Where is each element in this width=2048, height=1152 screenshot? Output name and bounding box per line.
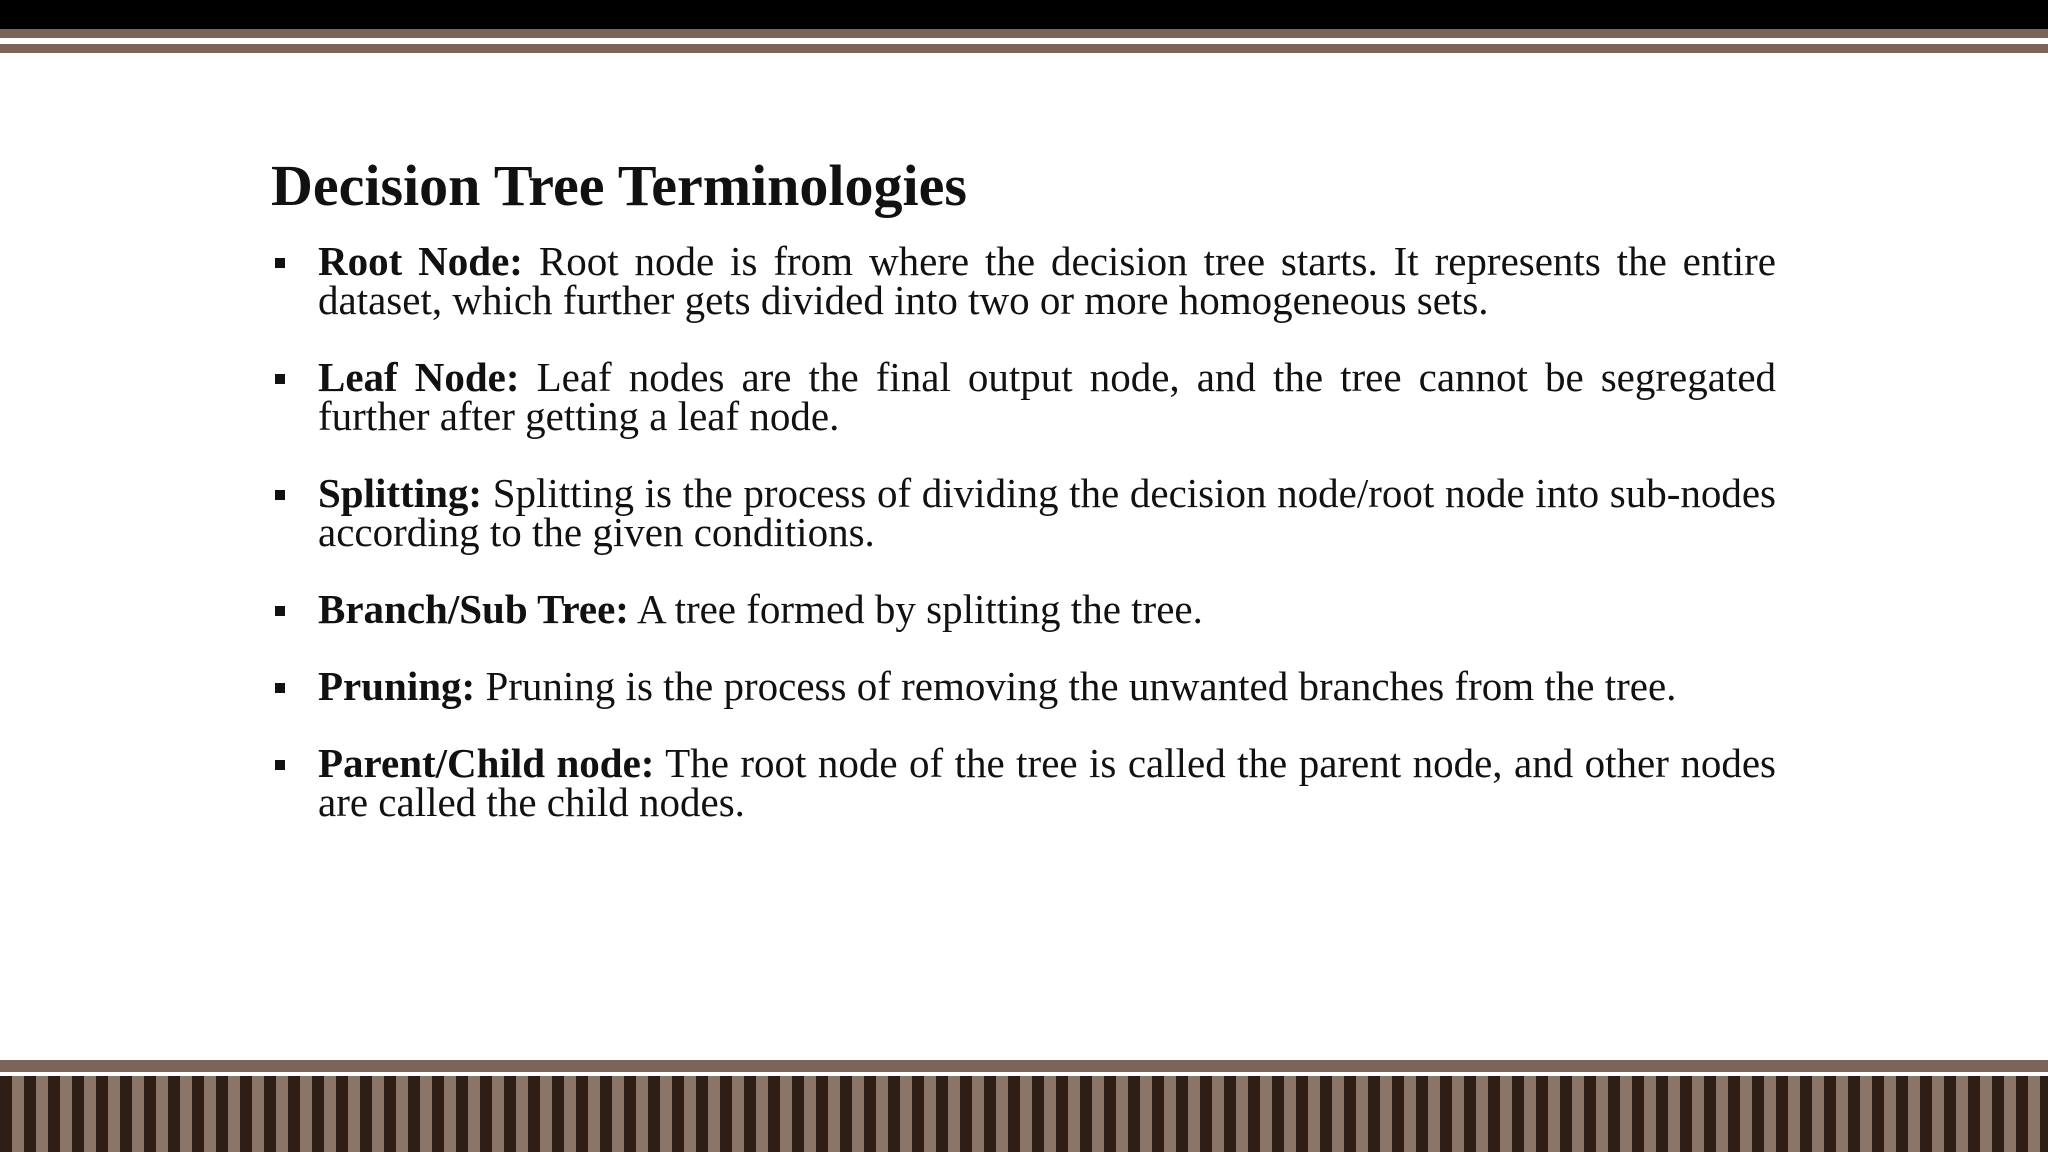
square-bullet-icon <box>275 258 285 268</box>
top-rule-upper <box>0 29 2048 38</box>
term-label: Branch/Sub Tree: <box>318 586 629 632</box>
term-label: Splitting: <box>318 470 483 516</box>
list-item <box>271 470 1776 555</box>
top-rule-lower <box>0 44 2048 53</box>
term-label: Pruning: <box>318 663 476 709</box>
square-bullet-icon <box>275 374 285 384</box>
square-bullet-icon <box>275 760 285 770</box>
list-item <box>271 586 1776 632</box>
term-label: Leaf Node: <box>318 354 520 400</box>
square-bullet-icon <box>275 606 285 616</box>
terminology-list <box>271 238 1777 860</box>
list-item <box>271 740 1776 825</box>
slide-title: Decision Tree Terminologies <box>271 153 967 218</box>
list-item <box>271 354 1777 439</box>
term-label: Root Node: <box>318 238 523 284</box>
list-item <box>271 663 1776 709</box>
term-definition: Splitting is the process of dividing the decision node/root node into sub-nodes according to the given conditions. <box>318 470 1776 555</box>
term-definition: Pruning is the process of removing the unwanted branches from the tree. <box>485 663 1677 709</box>
list-item <box>271 238 1777 323</box>
square-bullet-icon <box>275 490 285 500</box>
top-border-band <box>0 0 2048 29</box>
term-definition: A tree formed by splitting the tree. <box>636 586 1203 632</box>
bottom-rule <box>0 1060 2048 1072</box>
term-definition: Leaf nodes are the final output node, and the tree cannot be segregated further after getting a leaf node. <box>318 354 1777 439</box>
term-definition: The root node of the tree is called the parent node, and other nodes are called the child nodes. <box>318 740 1776 825</box>
square-bullet-icon <box>275 683 285 693</box>
bottom-striped-border <box>0 1076 2048 1152</box>
term-definition: Root node is from where the decision tree starts. It represents the entire dataset, which further gets divided into two or more homogeneous sets. <box>318 238 1777 323</box>
term-label: Parent/Child node: <box>318 740 655 786</box>
